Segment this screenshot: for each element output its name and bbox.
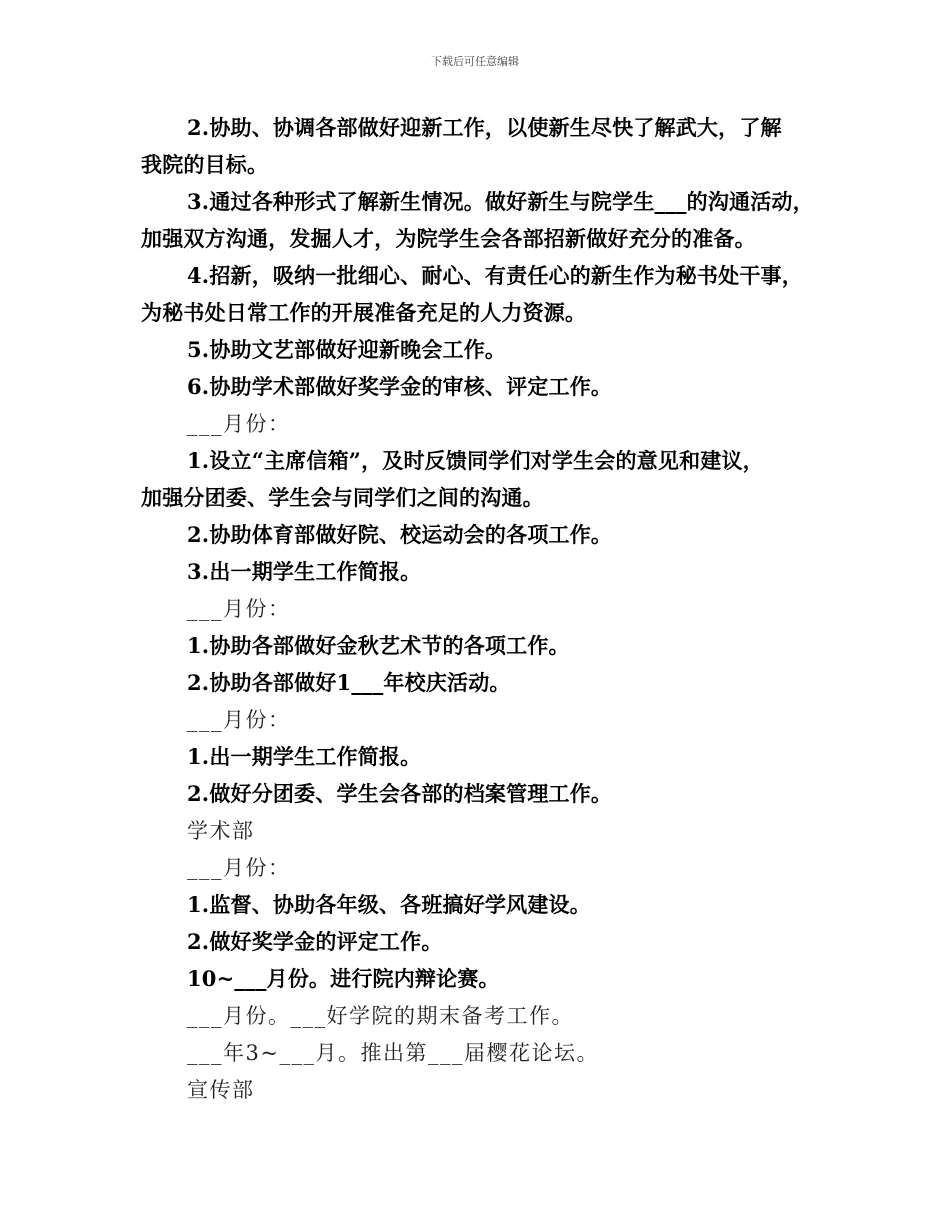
text-line: 2.做好分团委、学生会各部的档案管理工作。	[187, 781, 613, 806]
text-line: 3.通过各种形式了解新生情况。做好新生与院学生___的沟通活动，	[187, 189, 814, 214]
text-line: 1.协助各部做好金秋艺术节的各项工作。	[187, 633, 570, 658]
text-line: 3.出一期学生工作简报。	[187, 559, 422, 584]
text-line: 为秘书处日常工作的开展准备充足的人力资源。	[141, 300, 587, 325]
text-line: 加强双方沟通，发掘人才，为院学生会各部招新做好充分的准备。	[141, 226, 756, 251]
text-line: 1.出一期学生工作简报。	[187, 744, 422, 769]
text-line: 2.做好奖学金的评定工作。	[187, 929, 443, 954]
text-line: ___月份：	[187, 597, 291, 621]
text-line: 加强分团委、学生会与同学们之间的沟通。	[141, 485, 544, 510]
text-line: ___月份。___好学院的期末备考工作。	[187, 1004, 574, 1028]
text-line: 4.招新，吸纳一批细心、耐心、有责任心的新生作为秘书处干事，	[187, 263, 803, 288]
text-line: ___年3~___月。推出第___届樱花论坛。	[187, 1041, 599, 1065]
text-line: 2.协助、协调各部做好迎新工作，以使新生尽快了解武大，了解	[187, 115, 782, 140]
text-line: 我院的目标。	[141, 152, 269, 177]
text-line: ___月份：	[187, 856, 291, 880]
text-line: ___月份：	[187, 412, 291, 436]
text-line: 10~___月份。进行院内辩论赛。	[187, 966, 500, 991]
text-line: 6.协助学术部做好奖学金的审核、评定工作。	[187, 374, 613, 399]
text-line: 1.监督、协助各年级、各班搞好学风建设。	[187, 892, 591, 917]
header-note: 下载后可任意编辑	[431, 55, 519, 68]
text-line: ___月份：	[187, 708, 291, 732]
section-heading: 宣传部	[187, 1078, 255, 1102]
text-line: 5.协助文艺部做好迎新晚会工作。	[187, 337, 507, 362]
text-line: 2.协助各部做好1___年校庆活动。	[187, 670, 511, 695]
text-line: 2.协助体育部做好院、校运动会的各项工作。	[187, 522, 613, 547]
text-line: 1.设立“主席信箱”，及时反馈同学们对学生会的意见和建议，	[187, 448, 764, 473]
section-heading: 学术部	[187, 819, 255, 843]
